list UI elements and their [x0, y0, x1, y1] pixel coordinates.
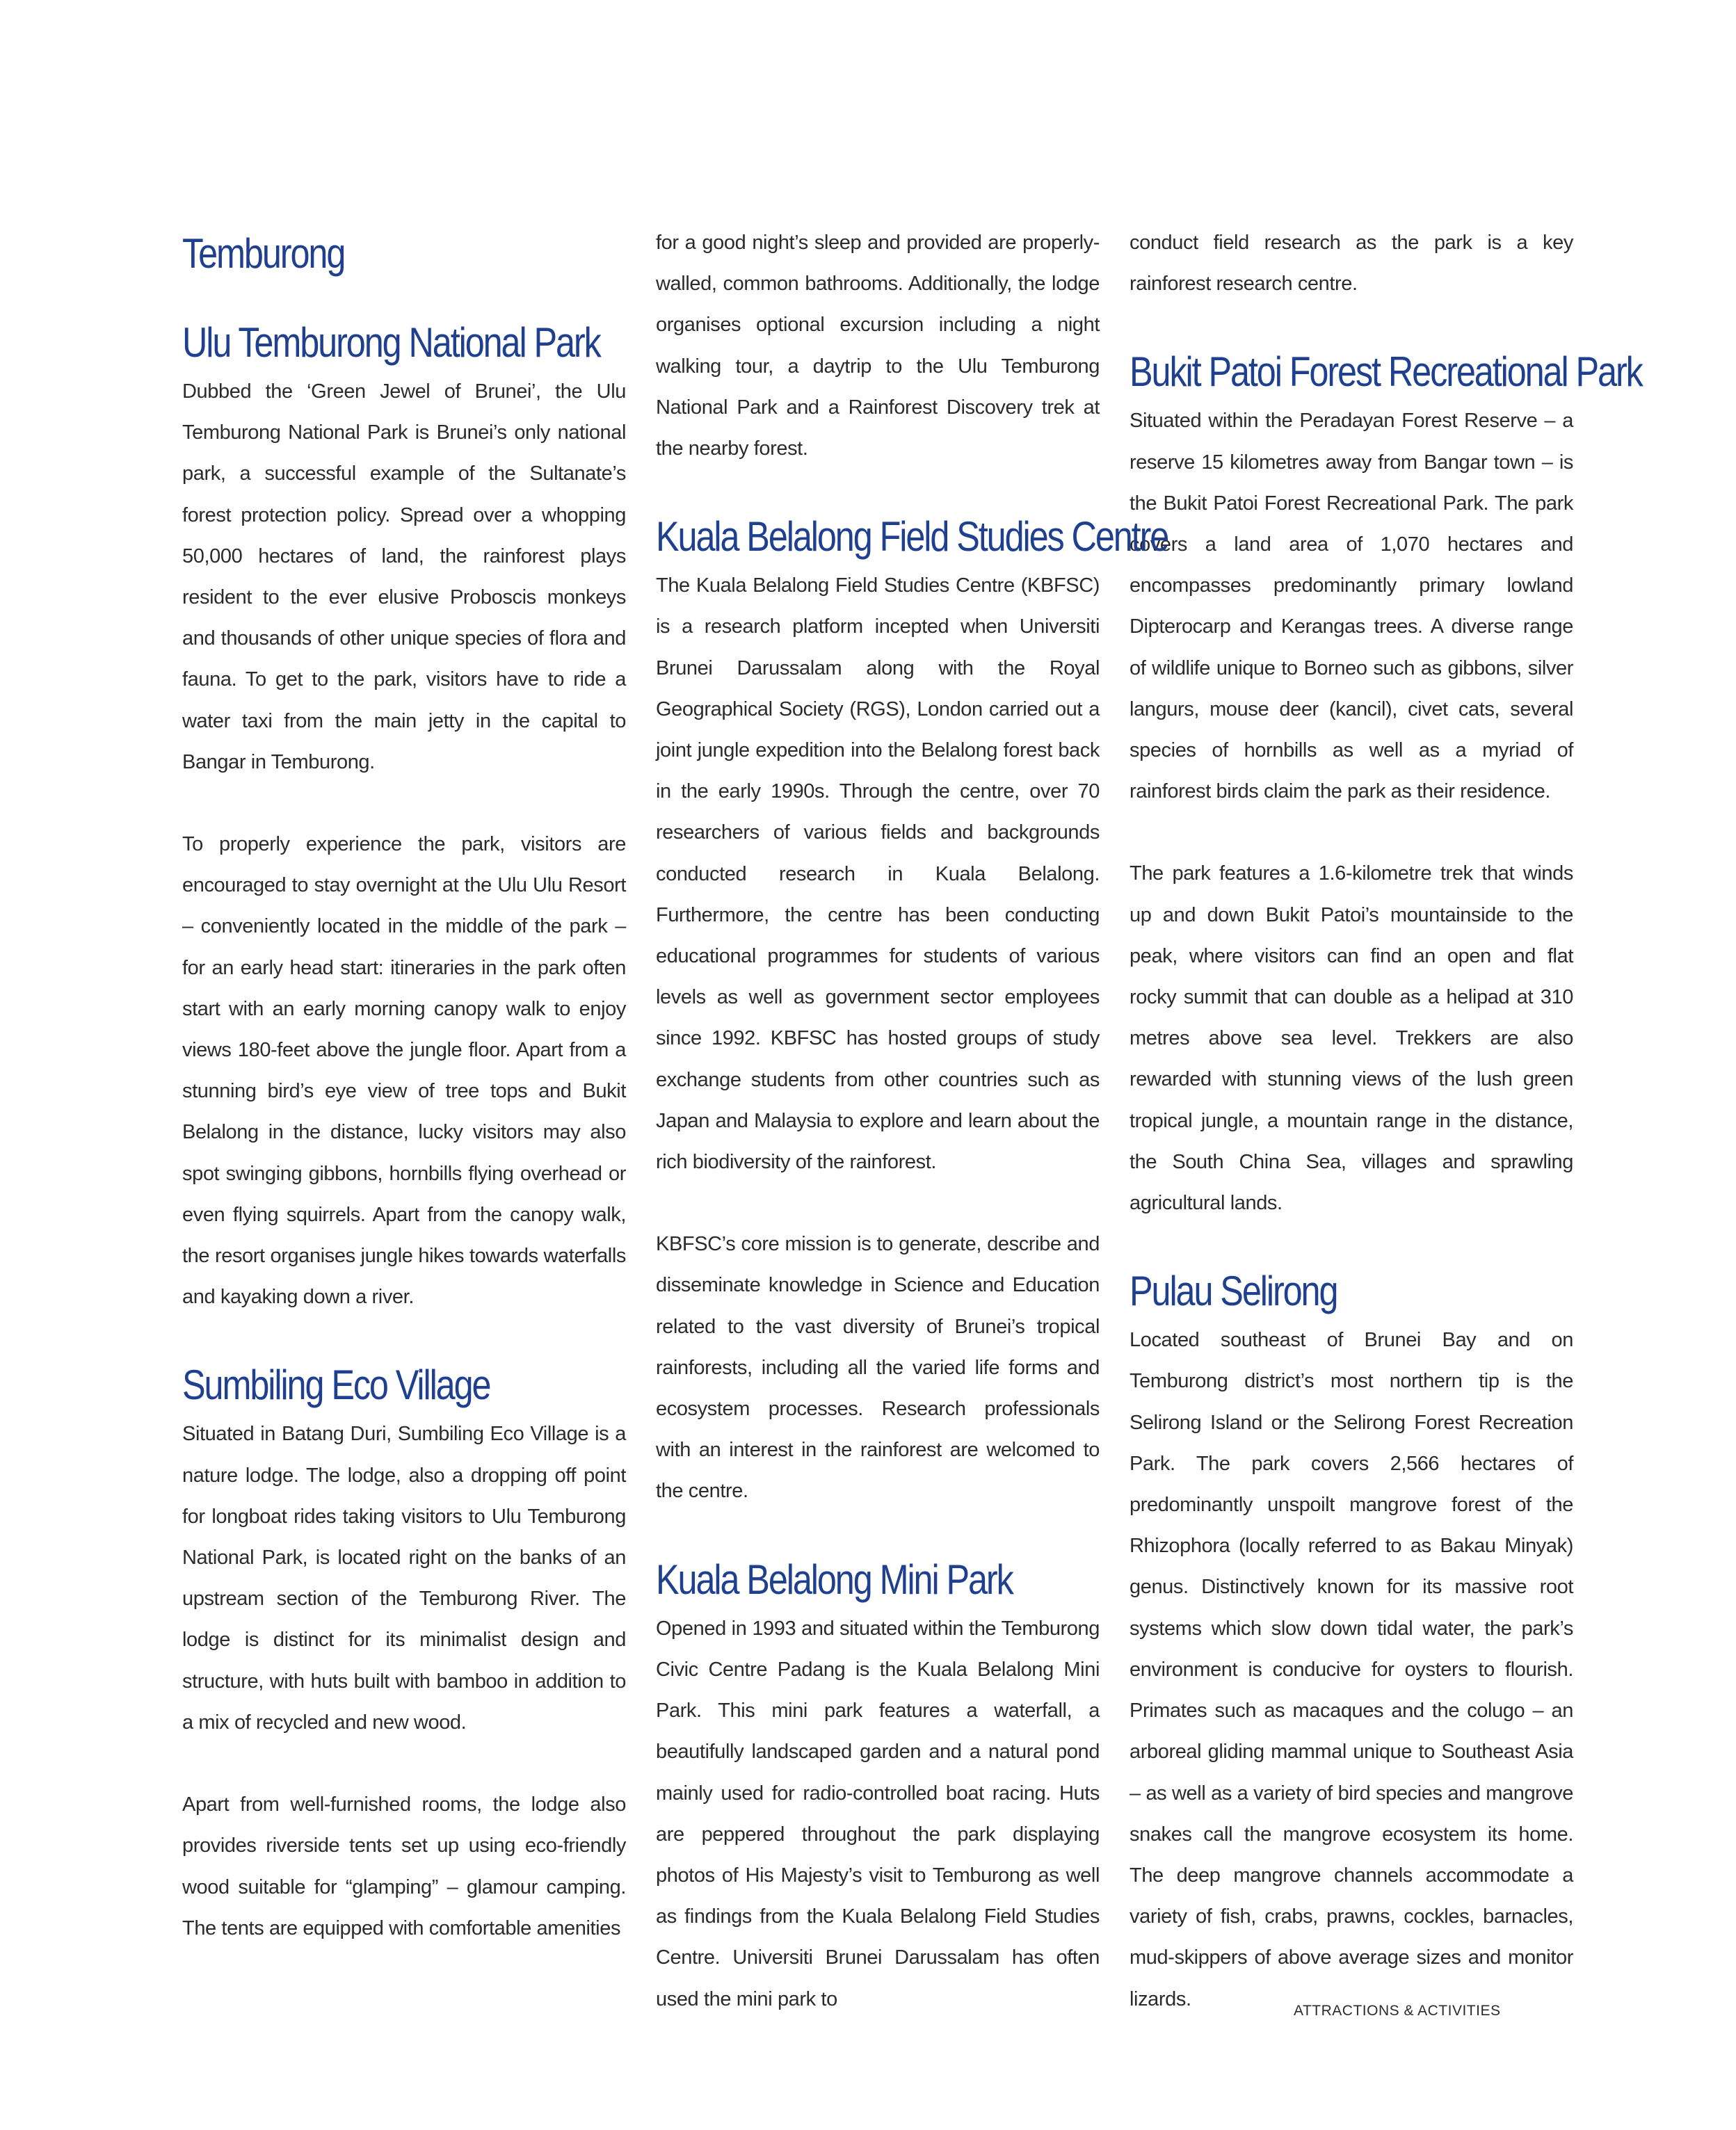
- column-3: [1130, 223, 1642, 2020]
- paragraph: for a good night’s sleep and provided are properly-walled, common bathrooms. Additionally, the lodge organises optional excursion including a night walking tour, a daytrip to the Ulu Temburong National Park and a Rainforest Discovery trek at the nearby forest.: [656, 232, 1100, 460]
- footer-label: ATTRACTIONS & ACTIVITIES: [1294, 2003, 1501, 2019]
- paragraph: Opened in 1993 and situated within the Temburong Civic Centre Padang is the Kuala Belalong Mini Park. This mini park features a waterfall, a beautifully landscaped garden and a natural pond mainly used for radio-controlled boat racing. Huts are peppered throughout the park displaying photos of His Majesty’s visit to Temburong as well as findings from the Kuala Belalong Field Studies Centre. Universiti Brunei Darussalam has often used the mini park to: [656, 1617, 1100, 2010]
- heading-bukit-patoi: Bukit Patoi Forest Recreational Park: [1130, 348, 1642, 396]
- paragraph: To properly experience the park, visitors are encouraged to stay overnight at the Ulu Ulu Resort – conveniently located in the middle of the park – for an early head start: itineraries in the park often start with an early morning canopy walk to enjoy views 180-feet above the jungle floor. Apart from a stunning bird’s eye view of tree tops and Bukit Belalong in the distance, lucky visitors may also spot swinging gibbons, hornbills flying overhead or even flying squirrels. Apart from the canopy walk, the resort organises jungle hikes towards waterfalls and kayaking down a river.: [182, 833, 626, 1309]
- text-columns: [182, 229, 1642, 2020]
- column-2: [656, 223, 1168, 2020]
- paragraph: Apart from well-furnished rooms, the lodge also provides riverside tents set up using eco-friendly wood suitable for “glamping” – glamour camping. The tents are equipped with comfortable amenities: [182, 1793, 626, 1939]
- main-title: Temburong: [182, 230, 345, 277]
- paragraph: KBFSC’s core mission is to generate, describe and disseminate knowledge in Science and Education related to the vast diversity of Brunei’s tropical rainforests, including all the varied life forms and ecosystem processes. Research professionals with an interest in the rainforest are welcomed to the centre.: [656, 1233, 1100, 1503]
- paragraph: The park features a 1.6-kilometre trek that winds up and down Bukit Patoi’s mountainside to the peak, where visitors can find an open and flat rocky summit that can double as a helipad at 310 metres above sea level. Trekkers are also rewarded with stunning views of the lush green tropical jungle, a mountain range in the distance, the South China Sea, villages and sprawling agricultural lands.: [1130, 862, 1573, 1215]
- heading-kuala-belalong-field-studies: Kuala Belalong Field Studies Centre: [656, 513, 1168, 560]
- paragraph: Situated in Batang Duri, Sumbiling Eco Village is a nature lodge. The lodge, also a dropping off point for longboat rides taking visitors to Ulu Temburong National Park, is located right on the banks of an upstream section of the Temburong River. The lodge is distinct for its minimalist design and structure, with huts built with bamboo in addition to a mix of recycled and new wood.: [182, 1423, 626, 1734]
- heading-ulu-temburong: Ulu Temburong National Park: [182, 319, 600, 366]
- heading-pulau-selirong: Pulau Selirong: [1130, 1268, 1337, 1315]
- paragraph: The Kuala Belalong Field Studies Centre (KBFSC) is a research platform incepted when Universiti Brunei Darussalam along with the Royal Geographical Society (RGS), London carried out a joint jungle expedition into the Belalong forest back in the early 1990s. Through the centre, over 70 researchers of various fields and backgrounds conducted research in Kuala Belalong. Furthermore, the centre has been conducting educational programmes for students of various levels as well as government sector employees since 1992. KBFSC has hosted groups of study exchange students from other countries such as Japan and Malaysia to explore and learn about the rich biodiversity of the rainforest.: [656, 574, 1100, 1174]
- paragraph: Located southeast of Brunei Bay and on Temburong district’s most northern tip is the Selirong Island or the Selirong Forest Recreation Park. The park covers 2,566 hectares of predominantly unspoilt mangrove forest of the Rhizophora (locally referred to as Bakau Minyak) genus. Distinctively known for its massive root systems which slow down tidal water, the park’s environment is conducive for oysters to flourish. Primates such as macaques and the colugo – an arboreal gliding mammal unique to Southeast Asia – as well as a variety of bird species and mangrove snakes call the mangrove ecosystem its home. The deep mangrove channels accommodate a variety of fish, crabs, prawns, cockles, barnacles, mud-skippers of above average sizes and monitor lizards.: [1130, 1329, 1573, 2010]
- column-1: [182, 229, 626, 2020]
- heading-kuala-belalong-mini-park: Kuala Belalong Mini Park: [656, 1556, 1013, 1603]
- paragraph: Situated within the Peradayan Forest Reserve – a reserve 15 kilometres away from Bangar town – is the Bukit Patoi Forest Recreational Park. The park covers a land area of 1,070 hectares and encompasses predominantly primary lowland Dipterocarp and Kerangas trees. A diverse range of wildlife unique to Borneo such as gibbons, silver langurs, mouse deer (kancil), civet cats, several species of hornbills as well as a myriad of rainforest birds claim the park as their residence.: [1130, 410, 1573, 803]
- heading-sumbiling-eco-village: Sumbiling Eco Village: [182, 1362, 490, 1409]
- paragraph: Dubbed the ‘Green Jewel of Brunei’, the Ulu Temburong National Park is Brunei’s only national park, a successful example of the Sultanate’s forest protection policy. Spread over a whopping 50,000 hectares of land, the rainforest plays resident to the ever elusive Proboscis monkeys and thousands of other unique species of flora and fauna. To get to the park, visitors have to ride a water taxi from the main jetty in the capital to Bangar in Temburong.: [182, 380, 626, 773]
- paragraph: conduct field research as the park is a key rainforest research centre.: [1130, 232, 1573, 296]
